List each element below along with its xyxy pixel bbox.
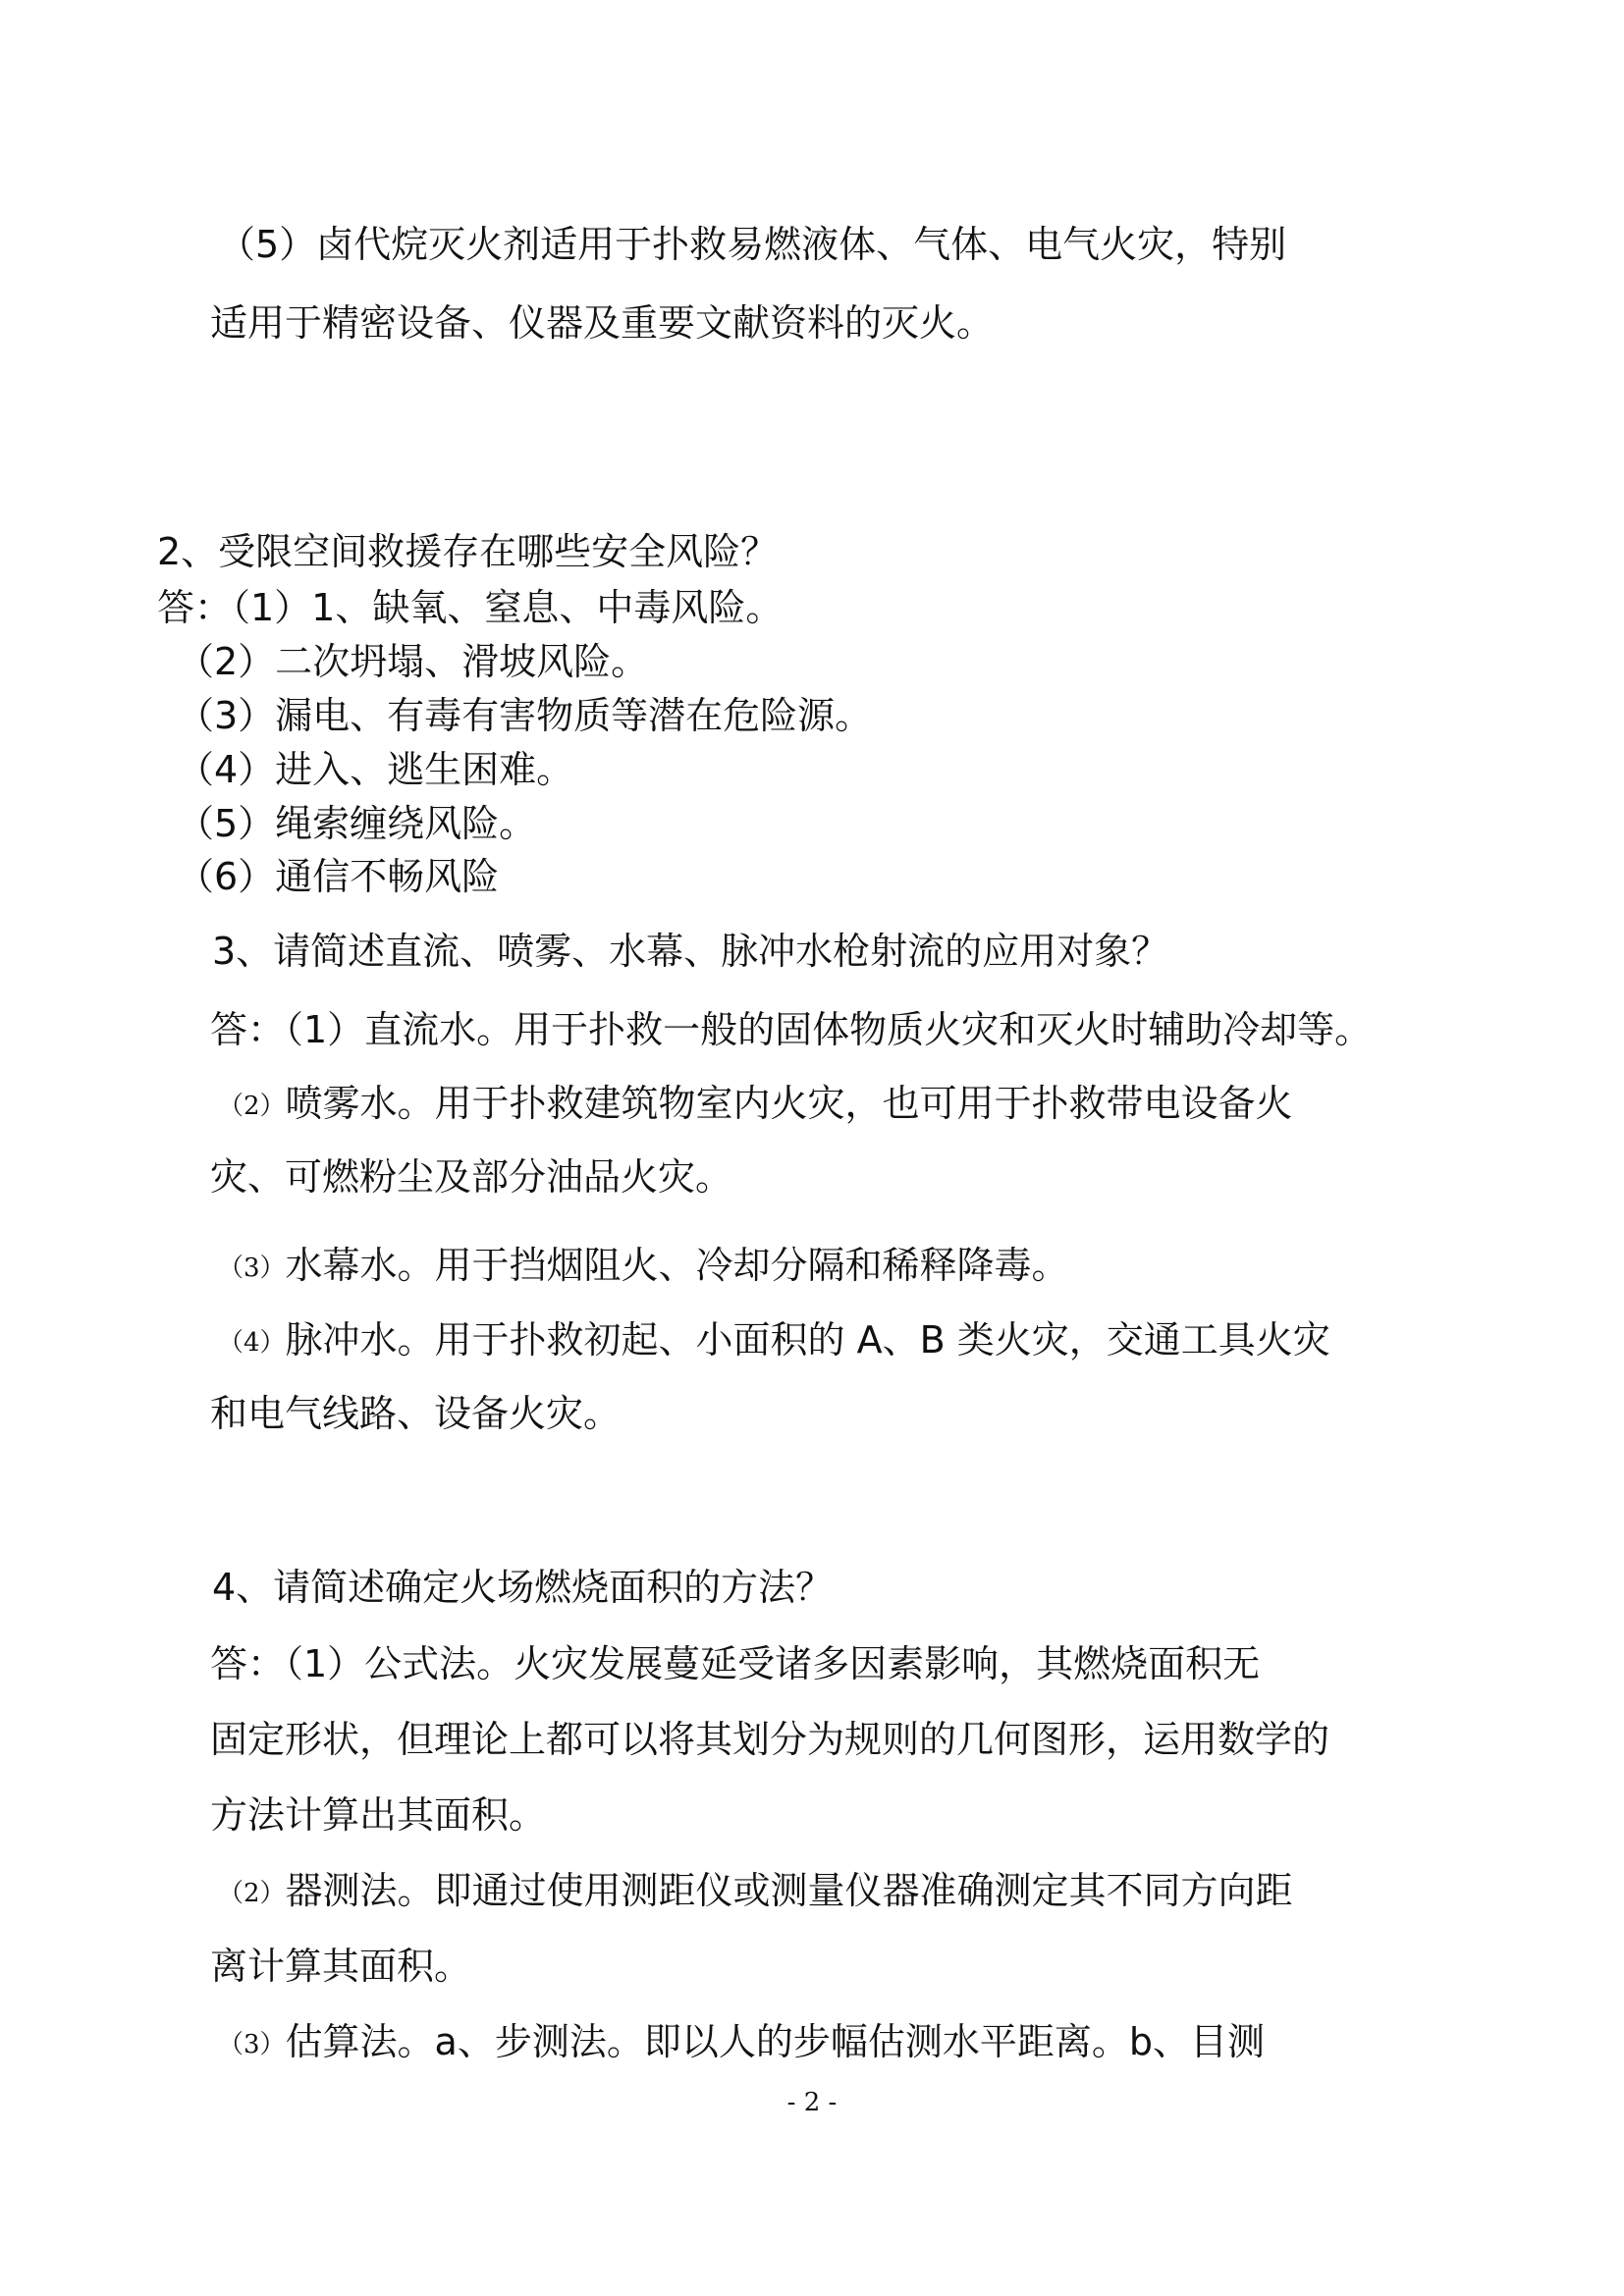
answer-line: （3）水幕水。用于挡烟阻火、冷却分隔和稀释降毒。 <box>218 1244 1069 1287</box>
answer-line: （3）漏电、有毒有害物质等潜在危险源。 <box>177 694 873 737</box>
page-number: - 2 - <box>786 2088 838 2117</box>
answer-line: 灾、可燃粉尘及部分油品火灾。 <box>210 1155 733 1199</box>
answer-line: 答：（1）公式法。火灾发展蔓延受诸多因素影响，其燃烧面积无 <box>210 1642 1261 1685</box>
answer-line: 答：（1）直流水。用于扑救一般的固体物质火灾和灭火时辅助冷却等。 <box>210 1008 1373 1051</box>
question-heading: 2、受限空间救援存在哪些安全风险？ <box>157 530 779 573</box>
text-line: （5）卤代烷灭火剂适用于扑救易燃液体、气体、电气火灾，特别 <box>218 223 1287 266</box>
text-line: 适用于精密设备、仪器及重要文献资料的灭火。 <box>210 301 995 345</box>
item-marker: （2） <box>218 1092 286 1121</box>
question-heading: 3、请简述直流、喷雾、水幕、脉冲水枪射流的应用对象？ <box>212 930 1169 973</box>
answer-line: 离计算其面积。 <box>210 1945 472 1988</box>
item-marker: （3） <box>218 2030 286 2059</box>
answer-line: （4）脉冲水。用于扑救初起、小面积的 A、B 类火灾，交通工具火灾 <box>218 1318 1330 1362</box>
answer-line: （5）绳索缠绕风险。 <box>177 802 537 845</box>
question-heading: 4、请简述确定火场燃烧面积的方法？ <box>212 1566 834 1609</box>
answer-line: （2）二次坍塌、滑坡风险。 <box>177 640 649 683</box>
answer-line: （4）进入、逃生困难。 <box>177 748 574 791</box>
item-marker: （4） <box>218 1328 286 1358</box>
answer-line: （6）通信不畅风险 <box>177 855 500 898</box>
answer-line: 答：（1）1、缺氧、窒息、中毒风险。 <box>157 586 784 629</box>
answer-line: 和电气线路、设备火灾。 <box>210 1392 622 1435</box>
answer-line: （2）器测法。即通过使用测距仪或测量仪器准确测定其不同方向距 <box>218 1869 1293 1912</box>
answer-line: （3）估算法。a、步测法。即以人的步幅估测水平距离。b、目测 <box>218 2020 1265 2063</box>
item-marker: （3） <box>218 1254 286 1283</box>
answer-line: 方法计算出其面积。 <box>210 1793 547 1837</box>
answer-line: 固定形状，但理论上都可以将其划分为规则的几何图形，运用数学的 <box>210 1718 1330 1761</box>
item-marker: （2） <box>218 1879 286 1908</box>
answer-line: （2）喷雾水。用于扑救建筑物室内火灾，也可用于扑救带电设备火 <box>218 1082 1293 1125</box>
